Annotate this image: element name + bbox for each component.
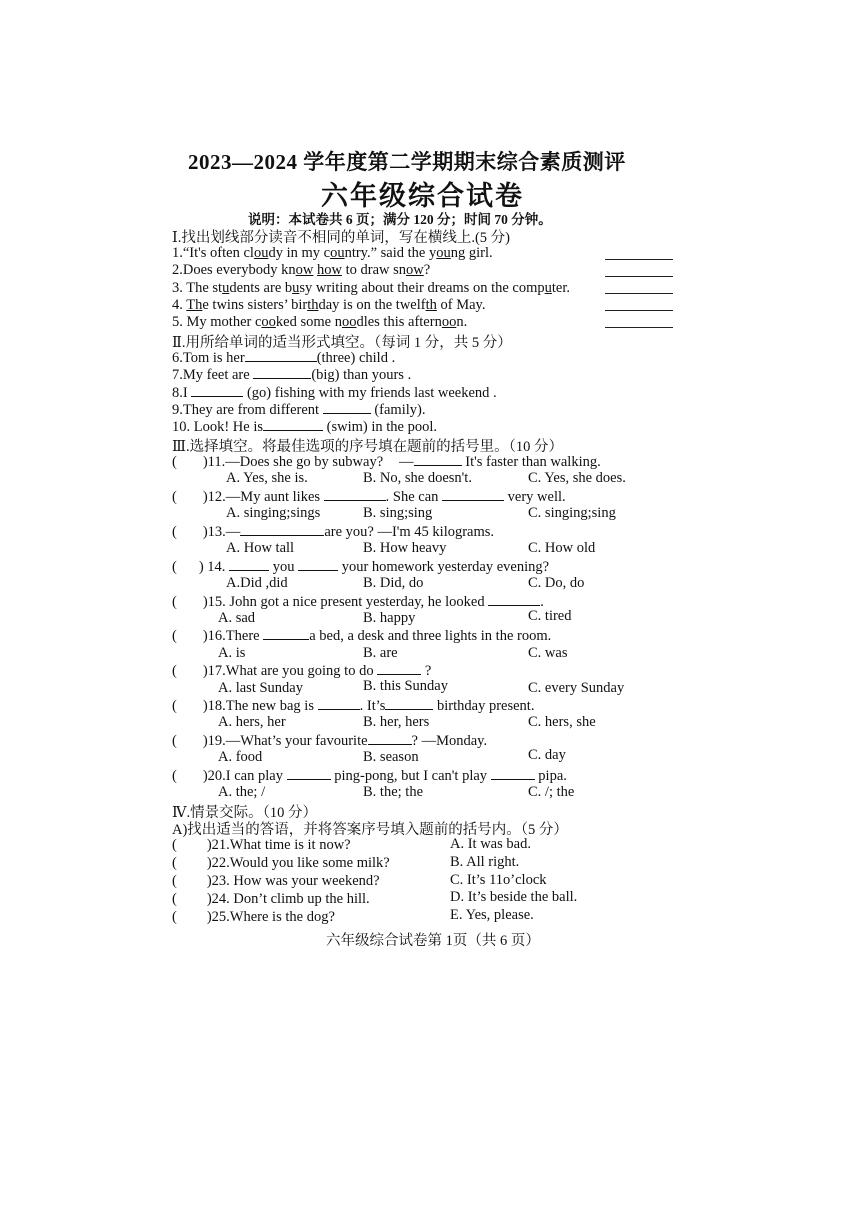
- answer-paren[interactable]: (: [172, 454, 177, 470]
- exam-subtitle: 六年级综合试卷: [321, 181, 524, 211]
- part2-item-10: 10. Look! He is (swim) in the pool.: [172, 419, 437, 435]
- exam-note: 说明：本试卷共 6 页；满分 120 分；时间 70 分钟。: [248, 212, 552, 227]
- fill-blank[interactable]: [377, 662, 421, 675]
- q13-option-c[interactable]: C. How old: [528, 540, 596, 556]
- q15-option-b[interactable]: B. happy: [363, 610, 416, 626]
- q16-option-c[interactable]: C. was: [528, 645, 568, 661]
- question-25: ( )25.Where is the dog?: [172, 909, 335, 925]
- part1-item-3: 3. The students are busy writing about their dreams on the computer.: [172, 280, 571, 296]
- answer-line-1[interactable]: [605, 259, 673, 260]
- part2-item-9: 9.They are from different (family).: [172, 402, 426, 418]
- answer-paren[interactable]: (: [172, 733, 177, 749]
- q16-option-a[interactable]: A. is: [218, 645, 246, 661]
- answer-paren[interactable]: (: [172, 909, 177, 925]
- question-22: ( )22.Would you like some milk?: [172, 855, 390, 871]
- q18-option-c[interactable]: C. hers, she: [528, 714, 596, 730]
- fill-blank[interactable]: [298, 558, 338, 571]
- question-14: ( ) 14. you your homework yesterday evening?: [172, 559, 550, 575]
- answer-paren[interactable]: (: [172, 628, 177, 644]
- q15-option-a[interactable]: A. sad: [218, 610, 256, 626]
- q13-option-b[interactable]: B. How heavy: [363, 540, 447, 556]
- question-16: ( )16.There a bed, a desk and three lights in the room.: [172, 628, 552, 644]
- question-18: ( )18.The new bag is . It’s birthday present.: [172, 698, 535, 714]
- q11-option-c[interactable]: C. Yes, she does.: [528, 470, 626, 486]
- answer-option-b: B. All right.: [450, 854, 520, 870]
- q12-option-b[interactable]: B. sing;sing: [363, 505, 433, 521]
- answer-paren[interactable]: (: [172, 559, 177, 575]
- answer-paren[interactable]: (: [172, 698, 177, 714]
- fill-blank[interactable]: [240, 523, 324, 536]
- fill-blank[interactable]: [287, 767, 331, 780]
- fill-blank[interactable]: [491, 767, 535, 780]
- fill-blank[interactable]: [263, 627, 309, 640]
- part1-item-1: 1.“It's often cloudy in my country.” said the young girl.: [172, 245, 493, 261]
- answer-paren[interactable]: (: [172, 489, 177, 505]
- answer-line-5[interactable]: [605, 327, 673, 328]
- q11-option-b[interactable]: B. No, she doesn't.: [363, 470, 472, 486]
- q18-option-b[interactable]: B. her, hers: [363, 714, 430, 730]
- q14-option-c[interactable]: C. Do, do: [528, 575, 585, 591]
- q17-option-c[interactable]: C. every Sunday: [528, 680, 625, 696]
- q15-option-c[interactable]: C. tired: [528, 608, 572, 624]
- fill-blank[interactable]: [245, 349, 317, 362]
- q11-option-a[interactable]: A. Yes, she is.: [226, 470, 308, 486]
- answer-paren[interactable]: (: [172, 873, 177, 889]
- fill-blank[interactable]: [488, 593, 540, 606]
- part2-heading: Ⅱ.用所给单词的适当形式填空。（每词 1 分，共 5 分）: [172, 335, 512, 351]
- part1-item-4: 4. The twins sisters’ birthday is on the twelfth of May.: [172, 297, 486, 313]
- q16-option-b[interactable]: B. are: [363, 645, 398, 661]
- part1-item-2: 2.Does everybody know how to draw snow?: [172, 262, 431, 278]
- answer-option-c: C. It’s 11o’clock: [450, 872, 547, 888]
- question-12: ( )12.—My aunt likes . She can very well.: [172, 489, 566, 505]
- answer-paren[interactable]: (: [172, 837, 177, 853]
- q17-option-a[interactable]: A. last Sunday: [218, 680, 303, 696]
- q12-option-c[interactable]: C. singing;sing: [528, 505, 616, 521]
- question-17: ( )17.What are you going to do ?: [172, 663, 432, 679]
- q14-option-b[interactable]: B. Did, do: [363, 575, 424, 591]
- fill-blank[interactable]: [324, 488, 386, 501]
- answer-line-3[interactable]: [605, 293, 673, 294]
- answer-paren[interactable]: (: [172, 768, 177, 784]
- q19-option-a[interactable]: A. food: [218, 749, 263, 765]
- fill-blank[interactable]: [318, 697, 360, 710]
- part1-heading: Ⅰ.找出划线部分读音不相同的单词，写在横线上.(5 分): [172, 230, 511, 246]
- part2-item-7: 7.My feet are (big) than yours .: [172, 367, 412, 383]
- answer-line-4[interactable]: [605, 310, 673, 311]
- fill-blank[interactable]: [229, 558, 269, 571]
- q18-option-a[interactable]: A. hers, her: [218, 714, 286, 730]
- exam-title: 2023—2024 学年度第二学期期末综合素质测评: [188, 150, 626, 174]
- question-11: ( )11.—Does she go by subway? — It's faster than walking.: [172, 454, 601, 470]
- q13-option-a[interactable]: A. How tall: [226, 540, 295, 556]
- answer-line-2[interactable]: [605, 276, 673, 277]
- part2-item-8: 8.I (go) fishing with my friends last weekend .: [172, 385, 497, 401]
- q14-option-a[interactable]: A.Did ,did: [226, 575, 288, 591]
- question-21: ( )21.What time is it now?: [172, 837, 351, 853]
- part1-item-5: 5. My mother cooked some noodles this afternoon.: [172, 314, 468, 330]
- fill-blank[interactable]: [385, 697, 433, 710]
- question-20: ( )20.I can play ping-pong, but I can't play pipa.: [172, 768, 567, 784]
- question-24: ( )24. Don’t climb up the hill.: [172, 891, 370, 907]
- answer-option-a: A. It was bad.: [450, 836, 531, 852]
- answer-paren[interactable]: (: [172, 663, 177, 679]
- fill-blank[interactable]: [323, 401, 371, 414]
- part2-item-6: 6.Tom is her (three) child .: [172, 350, 396, 366]
- answer-paren[interactable]: (: [172, 891, 177, 907]
- q17-option-b[interactable]: B. this Sunday: [363, 678, 448, 694]
- q12-option-a[interactable]: A. singing;sings: [226, 505, 321, 521]
- q20-option-b[interactable]: B. the; the: [363, 784, 424, 800]
- answer-option-d: D. It’s beside the ball.: [450, 889, 578, 905]
- question-23: ( )23. How was your weekend?: [172, 873, 380, 889]
- answer-option-e: E. Yes, please.: [450, 907, 534, 923]
- q19-option-c[interactable]: C. day: [528, 747, 566, 763]
- page-footer: 六年级综合试卷第 1页（共 6 页）: [326, 933, 540, 949]
- q20-option-c[interactable]: C. /; the: [528, 784, 575, 800]
- fill-blank[interactable]: [191, 384, 243, 397]
- fill-blank[interactable]: [253, 366, 311, 379]
- part4-heading: Ⅳ.情景交际。（10 分）: [172, 805, 317, 821]
- answer-paren[interactable]: (: [172, 855, 177, 871]
- fill-blank[interactable]: [368, 732, 412, 745]
- q19-option-b[interactable]: B. season: [363, 749, 419, 765]
- q20-option-a[interactable]: A. the; /: [218, 784, 266, 800]
- question-13: ( )13.— are you? —I'm 45 kilograms.: [172, 524, 495, 540]
- part3-heading: Ⅲ.选择填空。将最佳选项的序号填在题前的括号里。（10 分）: [172, 439, 563, 455]
- question-15: ( )15. John got a nice present yesterday, he looked .: [172, 594, 544, 610]
- answer-paren[interactable]: (: [172, 594, 177, 610]
- question-19: ( )19.—What’s your favourite ? —Monday.: [172, 733, 488, 749]
- part4-subheading: A)找出适当的答语，并将答案序号填入题前的括号内。（5 分）: [172, 822, 568, 838]
- fill-blank[interactable]: [263, 418, 323, 431]
- fill-blank[interactable]: [442, 488, 504, 501]
- fill-blank[interactable]: [414, 453, 462, 466]
- answer-paren[interactable]: (: [172, 524, 177, 540]
